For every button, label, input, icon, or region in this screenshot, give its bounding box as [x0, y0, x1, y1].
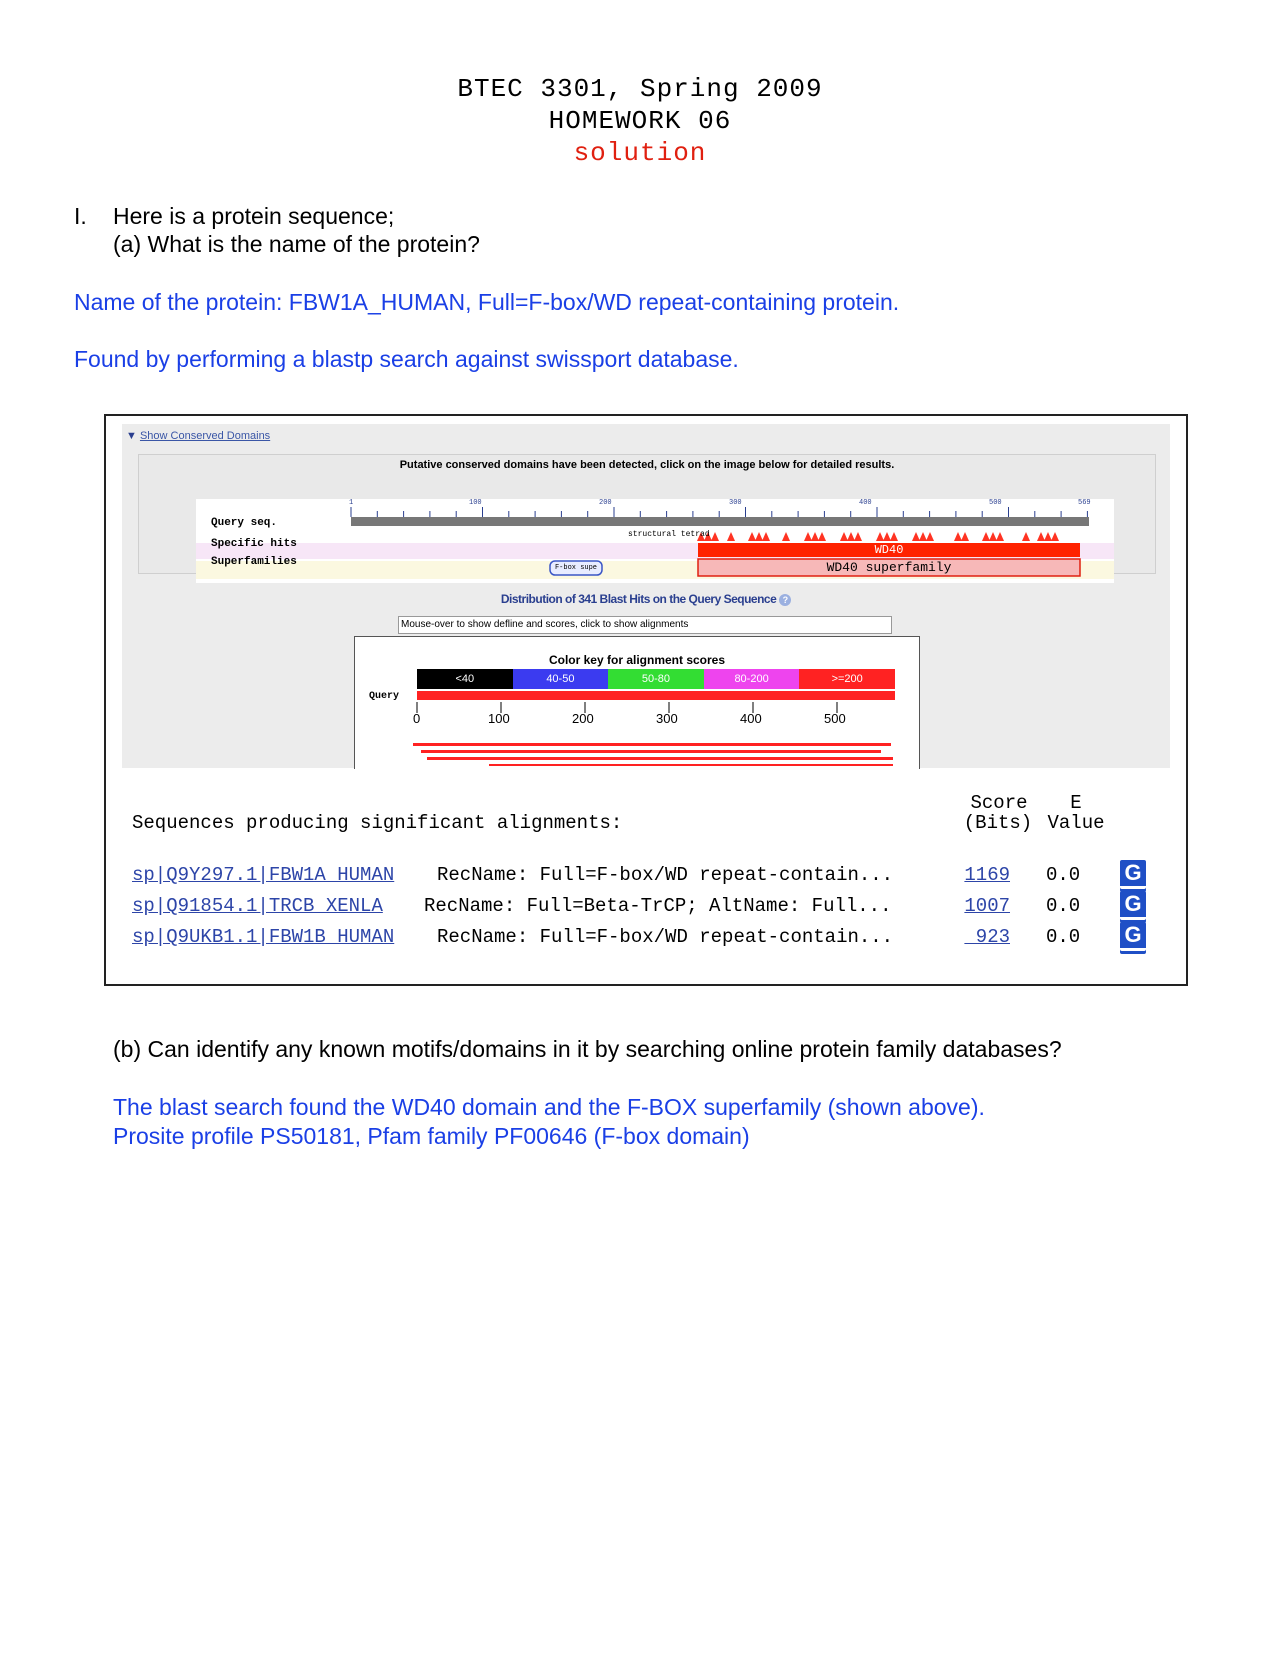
tetrad-mark — [883, 532, 891, 541]
gene-link-icon[interactable]: G — [1120, 860, 1146, 889]
triangle-down-icon: ▼ — [126, 430, 137, 442]
tetrad-mark — [782, 532, 790, 541]
answer-method: Found by performing a blastp search against swissport database. — [74, 346, 739, 372]
tetrad-mark — [755, 532, 763, 541]
color-key-ge200: >=200 — [799, 669, 895, 689]
tetrad-mark — [818, 532, 826, 541]
gene-link-icon[interactable]: G — [1120, 891, 1146, 920]
answer-b-line2: Prosite profile PS50181, Pfam family PF00646 (F-box domain) — [113, 1123, 750, 1149]
tetrad-mark — [804, 532, 812, 541]
hit-description: RecName: Full=Beta-TrCP; AltName: Full... — [424, 895, 892, 917]
axis-tick-label: 300 — [656, 711, 678, 726]
axis-tick-label: 0 — [413, 711, 421, 726]
color-key-title: Color key for alignment scores — [548, 653, 726, 667]
tetrad-mark — [762, 532, 770, 541]
axis-tick-label: 200 — [572, 711, 594, 726]
conserved-domains-toggle[interactable] — [126, 430, 270, 442]
conserved-domains-panel — [122, 424, 1170, 768]
hit-accession-link[interactable]: sp|Q9Y297.1|FBW1A_HUMAN — [132, 864, 395, 886]
structural-tetrad-marks — [697, 532, 1059, 541]
tetrad-mark — [854, 532, 862, 541]
tetrad-mark — [1051, 532, 1059, 541]
tetrad-mark — [840, 532, 848, 541]
score-header-2: (Bits) — [963, 812, 1033, 834]
ruler-tick-label: 500 — [989, 499, 1002, 507]
question-number: I. — [74, 203, 87, 229]
hit-evalue: 0.0 — [1046, 895, 1081, 917]
hit-description: RecName: Full=F-box/WD repeat-contain... — [437, 926, 894, 948]
ruler-tick-label: 1 — [349, 499, 354, 507]
superfamily-fbox[interactable]: F-box supe — [554, 564, 597, 572]
color-key-lt40: <40 — [417, 669, 513, 689]
hit-score-link[interactable]: 1007 — [964, 895, 1010, 917]
conserved-domains-box — [138, 454, 1156, 574]
answer-protein-name: Name of the protein: FBW1A_HUMAN, Full=F-box/WD repeat-containing protein. — [74, 289, 900, 315]
tetrad-mark — [876, 532, 884, 541]
answer-b-line1: The blast search found the WD40 domain and the F-BOX superfamily (shown above). — [113, 1094, 985, 1120]
question-part-a: (a) What is the name of the protein? — [113, 231, 480, 257]
ruler-tick-label: 300 — [729, 499, 742, 507]
alignments-heading: Sequences producing significant alignments: — [132, 812, 623, 834]
cd-detected-message: Putative conserved domains have been detected, click on the image below for detailed results. — [399, 459, 895, 471]
tetrad-mark — [954, 532, 962, 541]
hit-score-link[interactable]: 923 — [964, 926, 1010, 948]
hit-evalue: 0.0 — [1046, 864, 1081, 886]
homework-title: HOMEWORK 06 — [548, 106, 732, 136]
color-key-80-200: 80-200 — [704, 669, 800, 689]
blast-hits-svg — [355, 637, 919, 769]
ruler-tick-label: 569 — [1078, 499, 1091, 507]
tetrad-mark — [961, 532, 969, 541]
evalue-header-1: E — [1070, 792, 1082, 814]
distribution-title — [122, 592, 1170, 606]
row-label-specific-hits: Specific hits — [211, 538, 297, 550]
blast-hits-graphic[interactable] — [354, 636, 920, 769]
solution-label: solution — [573, 138, 707, 168]
tetrad-mark — [1022, 532, 1030, 541]
hit-description: RecName: Full=F-box/WD repeat-contain... — [437, 864, 894, 886]
cd-ruler — [351, 507, 1087, 517]
tetrad-mark — [1044, 532, 1052, 541]
tetrad-mark — [982, 532, 990, 541]
row-label-superfamilies: Superfamilies — [211, 556, 297, 568]
score-header-1: Score — [970, 792, 1028, 814]
superfamily-wd40[interactable]: WD40 superfamily — [826, 560, 952, 575]
axis-tick-label: 400 — [740, 711, 762, 726]
ruler-tick-label: 100 — [469, 499, 482, 507]
evalue-header-2: Value — [1047, 812, 1105, 834]
specific-hit-wd40[interactable]: WD40 — [874, 543, 904, 557]
query-label: Query — [369, 691, 400, 702]
tetrad-mark — [847, 532, 855, 541]
color-key-40-50: 40-50 — [513, 669, 609, 689]
question-intro: Here is a protein sequence; — [113, 203, 395, 229]
ruler-tick-label: 400 — [859, 499, 872, 507]
tetrad-mark — [926, 532, 934, 541]
question-part-b: (b) Can identify any known motifs/domains in it by searching online protein family databases? — [113, 1036, 1062, 1062]
course-title: BTEC 3301, Spring 2009 — [457, 74, 823, 104]
structural-tetrad-label: structural tetrad — [628, 530, 710, 539]
row-label-query-seq: Query seq. — [211, 517, 278, 529]
tetrad-mark — [890, 532, 898, 541]
gene-link-icon[interactable]: G — [1120, 922, 1146, 951]
conserved-domains-graphic[interactable] — [196, 499, 1114, 583]
tetrad-mark — [711, 532, 719, 541]
blast-result-screenshot — [104, 414, 1188, 986]
hit-accession-link[interactable]: sp|Q9UKB1.1|FBW1B_HUMAN — [132, 926, 395, 948]
color-key-50-80: 50-80 — [608, 669, 704, 689]
tetrad-mark — [989, 532, 997, 541]
tetrad-mark — [727, 532, 735, 541]
show-conserved-domains-link[interactable]: Show Conserved Domains — [139, 430, 271, 442]
hit-evalue: 0.0 — [1046, 926, 1081, 948]
mouseover-info-box: Mouse-over to show defline and scores, click to show alignments — [398, 616, 892, 634]
query-axis-ticks — [417, 702, 837, 713]
axis-tick-label: 500 — [824, 711, 846, 726]
ruler-tick-label: 200 — [599, 499, 612, 507]
distribution-title-text: Distribution of 341 Blast Hits on the Query Sequence — [500, 592, 777, 606]
tetrad-mark — [748, 532, 756, 541]
hit-score-link[interactable]: 1169 — [964, 864, 1010, 886]
tetrad-mark — [919, 532, 927, 541]
tetrad-mark — [811, 532, 819, 541]
tetrad-mark — [1037, 532, 1045, 541]
help-icon[interactable]: ? — [779, 594, 791, 606]
tetrad-mark — [912, 532, 920, 541]
hit-accession-link[interactable]: sp|Q91854.1|TRCB_XENLA — [132, 895, 383, 917]
axis-tick-label: 100 — [488, 711, 510, 726]
tetrad-mark — [996, 532, 1004, 541]
